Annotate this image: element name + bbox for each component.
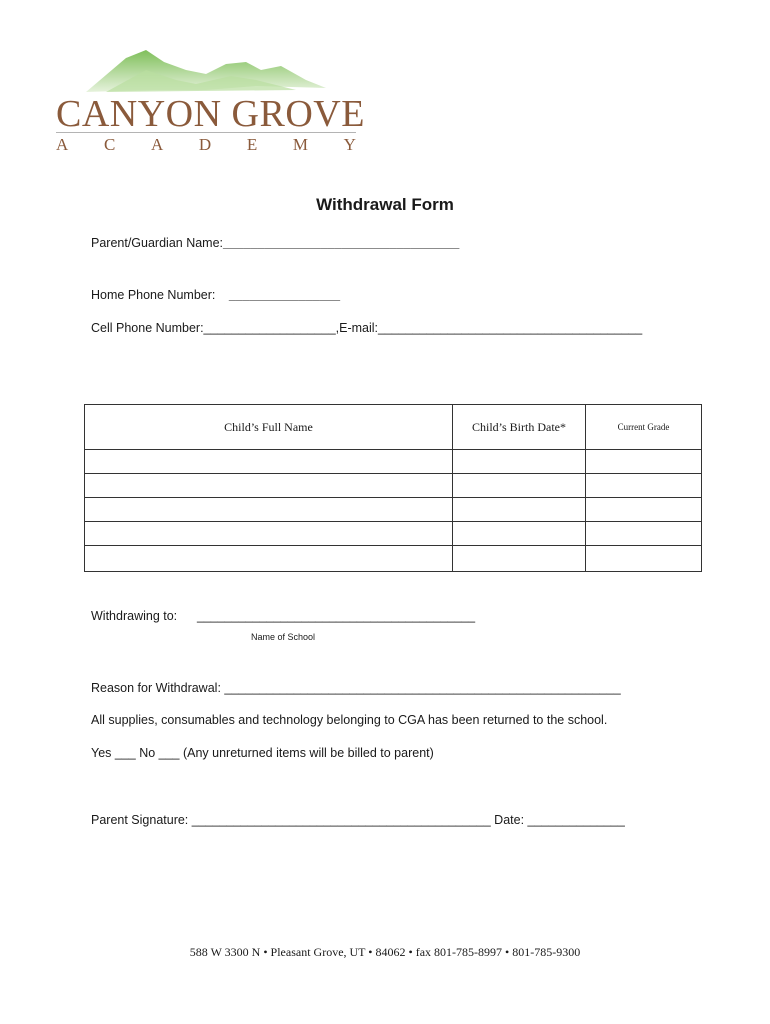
table-cell[interactable]	[586, 474, 702, 498]
home-phone-label: Home Phone Number:	[91, 288, 216, 302]
table-cell[interactable]	[586, 522, 702, 546]
mountain-icon	[56, 40, 366, 100]
table-header-row	[85, 405, 702, 450]
table-row	[85, 522, 702, 546]
table-cell[interactable]	[85, 546, 453, 572]
logo-letter: C	[103, 135, 116, 154]
footer-address: 588 W 3300 N • Pleasant Grove, UT • 84062 • fax 801-785-8997 • 801-785-9300	[189, 945, 581, 959]
table-row	[85, 474, 702, 498]
reason-field[interactable]: Reason for Withdrawal: _________________________________________________________	[91, 681, 621, 695]
table-cell[interactable]	[586, 546, 702, 572]
table-cell[interactable]	[85, 522, 453, 546]
cell-email-field[interactable]: Cell Phone Number:___________________,E-mail:______________________________________	[91, 321, 643, 335]
logo-letter: E	[246, 135, 258, 154]
table-cell[interactable]	[453, 546, 586, 572]
table-cell[interactable]	[85, 450, 453, 474]
school-logo	[56, 40, 366, 155]
logo-divider	[56, 132, 356, 133]
signature-date-field[interactable]: Parent Signature: ___________________________________________ Date: ______________	[91, 813, 625, 827]
logo-letter: M	[292, 135, 308, 154]
school-caption: Name of School	[251, 632, 316, 642]
withdrawing-blank[interactable]: ________________________________________	[197, 609, 476, 623]
table-row	[85, 498, 702, 522]
logo-letter: A	[56, 135, 69, 154]
table-cell[interactable]	[453, 450, 586, 474]
column-header-birth-date: Child’s Birth Date*	[453, 405, 586, 450]
table-cell[interactable]	[586, 450, 702, 474]
table-row	[85, 450, 702, 474]
logo-name: CANYON GROVE	[56, 93, 365, 135]
logo-letter: D	[198, 135, 212, 154]
table-cell[interactable]	[453, 474, 586, 498]
parent-name-field[interactable]	[91, 236, 459, 250]
table-cell[interactable]	[85, 498, 453, 522]
table-row	[85, 546, 702, 572]
children-table	[84, 404, 702, 572]
logo-subtitle	[56, 135, 356, 155]
column-header-name: Child’s Full Name	[85, 405, 453, 450]
logo-letter: Y	[343, 135, 356, 154]
parent-name-blank[interactable]: __________________________________	[223, 236, 460, 250]
home-phone-field[interactable]	[91, 288, 340, 302]
withdrawing-label: Withdrawing to:	[91, 609, 178, 623]
yes-no-field[interactable]: Yes ___ No ___ (Any unreturned items will be billed to parent)	[91, 746, 434, 760]
table-cell[interactable]	[85, 474, 453, 498]
table-cell[interactable]	[586, 498, 702, 522]
logo-letter: A	[150, 135, 164, 154]
form-title: Withdrawal Form	[316, 195, 454, 214]
home-phone-blank[interactable]: ________________	[228, 288, 341, 302]
table-cell[interactable]	[453, 498, 586, 522]
table-cell[interactable]	[453, 522, 586, 546]
parent-name-label: Parent/Guardian Name:	[91, 236, 224, 250]
supplies-statement: All supplies, consumables and technology belonging to CGA has been returned to the school.	[91, 713, 608, 727]
column-header-grade: Current Grade	[586, 405, 702, 450]
